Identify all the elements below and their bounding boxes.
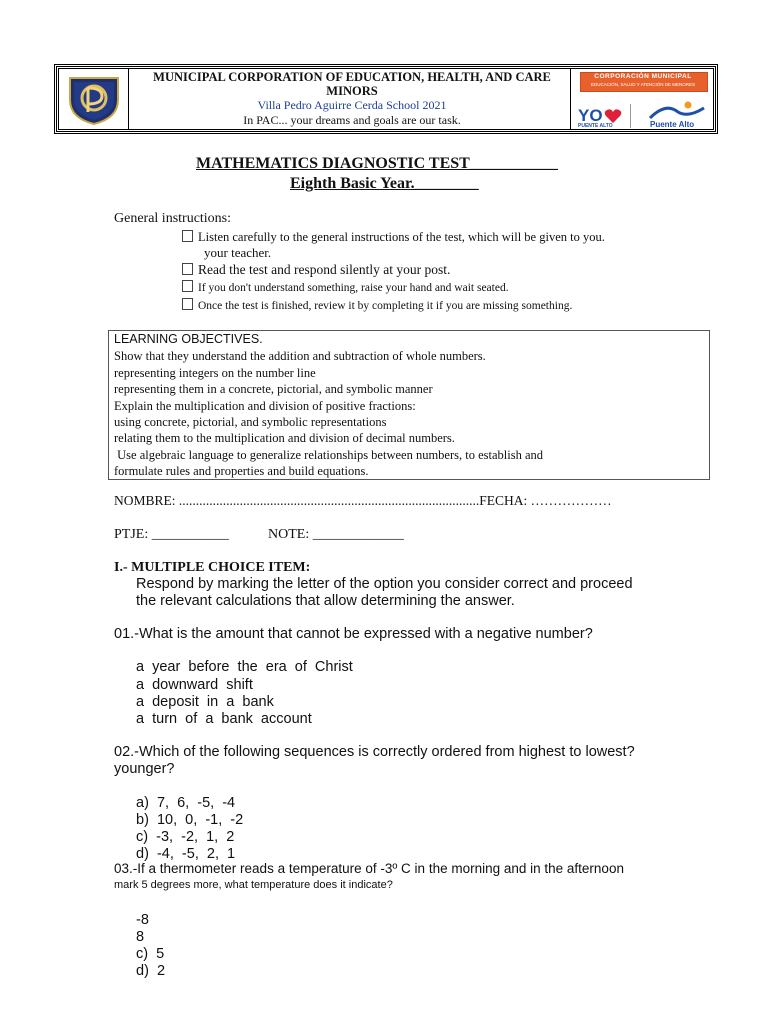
question-1-option-d[interactable]: a turn of a bank account — [136, 711, 312, 727]
score-field[interactable]: PTJE: ___________ — [114, 527, 229, 542]
school-crest-logo — [66, 74, 122, 126]
checkbox-icon — [182, 263, 193, 275]
yo-logo-text: YO — [578, 106, 603, 125]
header-school: Villa Pedro Aguirre Cerda School 2021 — [257, 98, 447, 112]
header-divider-left — [128, 68, 129, 130]
question-2-option-d[interactable]: d) -4, -5, 2, 1 — [136, 846, 236, 862]
test-title: MATHEMATICS DIAGNOSTIC TEST___________ — [196, 155, 558, 172]
question-1-option-a[interactable]: a year before the era of Christ — [136, 659, 353, 675]
question-2-text-continuation: younger? — [114, 761, 175, 777]
corporation-logo-line1: CORPORACIÓN MUNICIPAL — [594, 73, 692, 80]
section-intro-line1: Respond by marking the letter of the option you consider correct and proceed — [136, 576, 633, 592]
objective-line: Use algebraic language to generalize relationships between numbers, to establish and — [114, 448, 544, 462]
question-3-option-d[interactable]: d) 2 — [136, 963, 166, 979]
objective-line: Show that they understand the addition and subtraction of whole numbers. — [114, 349, 486, 363]
question-2-text: 02.-Which of the following sequences is correctly ordered from highest to lowest? — [114, 744, 635, 760]
checkbox-icon — [182, 298, 193, 310]
corporation-logo-line2: EDUCACIÓN, SALUD Y ATENCIÓN DE MENORES — [590, 82, 696, 87]
logo-divider — [630, 104, 631, 128]
yo-logo-subtext: PUENTE ALTO — [578, 123, 613, 129]
heart-icon — [604, 108, 622, 124]
question-2-option-c[interactable]: c) -3, -2, 1, 2 — [136, 829, 235, 845]
puente-alto-logo-text: Puente Alto — [650, 120, 695, 129]
section-intro-line2: the relevant calculations that allow determining the answer. — [136, 593, 515, 609]
header-motto: In PAC... your dreams and goals are our task. — [243, 113, 461, 127]
instruction-item: If you don't understand something, raise your hand and wait seated. — [182, 280, 509, 294]
objective-line: representing them in a concrete, pictorial, and symbolic manner — [114, 382, 433, 396]
question-1-option-b[interactable]: a downward shift — [136, 677, 253, 693]
instruction-item: Read the test and respond silently at your post. — [182, 262, 450, 278]
question-1-option-c[interactable]: a deposit in a bank — [136, 694, 274, 710]
objective-line: relating them to the multiplication and division of decimal numbers. — [114, 431, 455, 445]
instruction-item-continuation: your teacher. — [204, 245, 272, 260]
checkbox-icon — [182, 280, 193, 292]
note-field[interactable]: NOTE: _____________ — [268, 527, 404, 542]
name-date-field[interactable]: NOMBRE: .........................................................................................FECHA: ……………… — [114, 493, 612, 508]
instructions-heading: General instructions: — [114, 211, 232, 226]
question-3-option-a[interactable]: -8 — [136, 912, 149, 928]
instruction-item: Once the test is finished, review it by completing it if you are missing something. — [182, 298, 572, 312]
test-subtitle: Eighth Basic Year.________ — [290, 175, 479, 192]
instruction-item: Listen carefully to the general instructions of the test, which will be given to you. — [182, 230, 605, 245]
puente-alto-logo-icon — [648, 100, 706, 120]
checkbox-icon — [182, 230, 193, 242]
question-3-text: 03.-If a thermometer reads a temperature of -3º C in the morning and in the afternoon — [114, 861, 624, 876]
objective-line: representing integers on the number line — [114, 366, 316, 380]
objective-line: Explain the multiplication and division of positive fractions: — [114, 399, 416, 413]
objectives-heading: LEARNING OBJECTIVES. — [114, 332, 263, 346]
header-divider-right — [570, 68, 571, 130]
objective-line: using concrete, pictorial, and symbolic representations — [114, 415, 387, 429]
question-2-option-a[interactable]: a) 7, 6, -5, -4 — [136, 795, 236, 811]
question-3-option-b[interactable]: 8 — [136, 929, 145, 945]
question-3-option-c[interactable]: c) 5 — [136, 946, 165, 962]
header-title: MUNICIPAL CORPORATION OF EDUCATION, HEALTH, AND CARE MINORS — [153, 70, 551, 98]
section-title: I.- MULTIPLE CHOICE ITEM: — [114, 560, 311, 575]
question-3-text-continuation: mark 5 degrees more, what temperature does it indicate? — [114, 879, 393, 891]
question-1-text: 01.-What is the amount that cannot be expressed with a negative number? — [114, 626, 593, 642]
question-2-option-b[interactable]: b) 10, 0, -1, -2 — [136, 812, 244, 828]
objective-line: formulate rules and properties and build equations. — [114, 464, 369, 478]
